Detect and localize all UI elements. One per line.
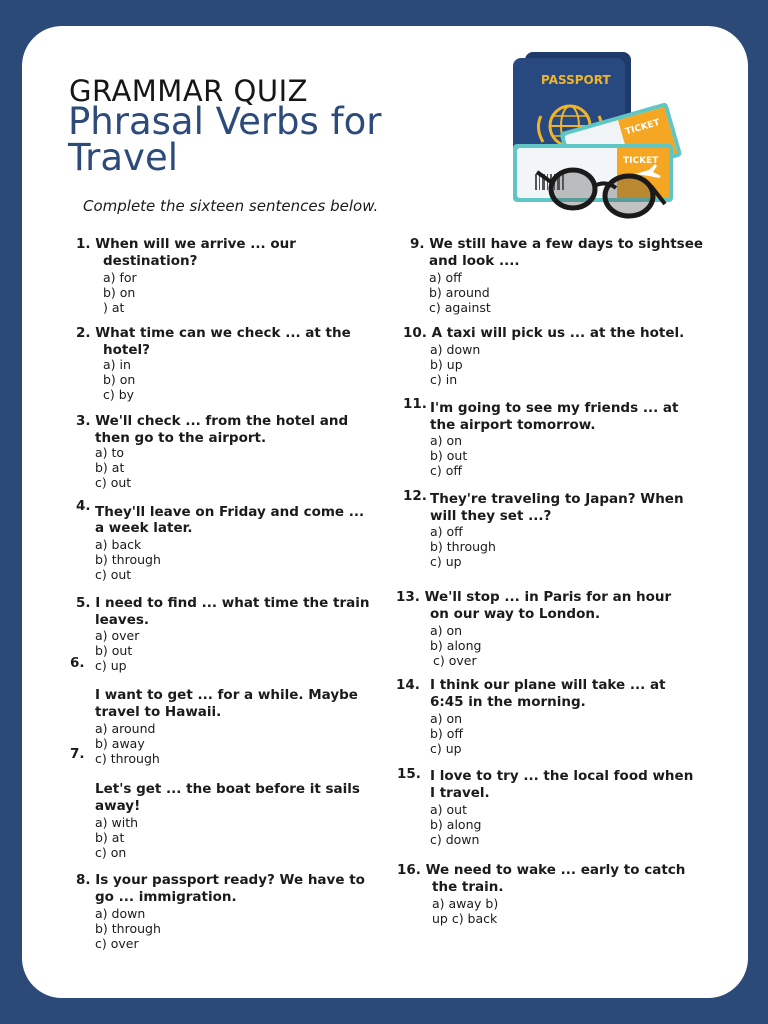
option: b) out — [95, 643, 133, 658]
option: b) away — [95, 736, 145, 751]
question-16: 16. We need to wake ... early to catch the train. — [397, 862, 686, 895]
option: c) up — [430, 741, 462, 756]
option: b) at — [95, 830, 125, 845]
question-4: 4. They'll leave on Friday and come ... a week later. — [76, 498, 365, 536]
question-15: I love to try ... the local food when I travel. — [430, 768, 694, 801]
question-2-options — [103, 357, 135, 402]
question-7: Let's get ... the boat before it sails away! — [95, 781, 360, 814]
option: b) out — [430, 448, 468, 463]
question-3-options — [95, 445, 131, 490]
option: c) up — [430, 554, 462, 569]
option: up c) back — [432, 911, 498, 926]
option: c) against — [429, 300, 491, 315]
svg-text:PASSPORT: PASSPORT — [541, 73, 611, 87]
option: b) through — [430, 539, 496, 554]
option: c) over — [95, 936, 139, 951]
option: c) by — [103, 387, 135, 402]
option: c) off — [430, 463, 462, 478]
question-6-options — [95, 721, 160, 766]
option: c) on — [95, 845, 127, 860]
question-12: They're traveling to Japan? When will they set ...? — [430, 491, 684, 524]
question-5: 5. I need to find ... what time the train leaves. — [76, 595, 370, 628]
option: b) along — [430, 638, 482, 653]
option: a) off — [430, 524, 463, 539]
question-15-number: 15. — [397, 766, 421, 782]
question-12-number: 12. — [403, 488, 427, 504]
option: ) at — [103, 300, 125, 315]
option: a) to — [95, 445, 125, 460]
travel-illustration — [505, 46, 685, 226]
question-14: I think our plane will take ... at 6:45 in the morning. — [430, 677, 666, 710]
option: a) on — [430, 623, 463, 638]
option: c) in — [430, 372, 458, 387]
svg-text:TICKET: TICKET — [624, 117, 662, 138]
question-5-options — [95, 628, 139, 673]
question-14-options — [430, 711, 463, 756]
question-14-number: 14. — [396, 677, 420, 693]
option: a) out — [430, 802, 467, 817]
question-9-options — [429, 270, 491, 315]
option: a) down — [430, 342, 481, 357]
option: b) through — [95, 552, 161, 567]
question-10: 10. A taxi will pick us ... at the hotel. — [403, 325, 685, 341]
question-1-options — [103, 270, 137, 315]
option: a) down — [95, 906, 146, 921]
question-11-number: 11. — [403, 396, 427, 412]
option: a) over — [95, 628, 140, 643]
option: a) on — [430, 433, 463, 448]
quiz-kicker: GRAMMAR QUIZ — [69, 74, 309, 108]
option: b) around — [429, 285, 490, 300]
question-12-options — [430, 524, 496, 569]
option: b) on — [103, 372, 136, 387]
option: a) back — [95, 537, 142, 552]
option: c) up — [95, 658, 127, 673]
question-3: 3. We'll check ... from the hotel and then go to the airport. — [76, 413, 349, 446]
question-11-options — [430, 433, 467, 478]
question-4-options — [95, 537, 161, 582]
option: b) off — [430, 726, 464, 741]
question-8: 8. Is your passport ready? We have to go ... immigration. — [76, 872, 365, 905]
option: a) in — [103, 357, 131, 372]
option: a) on — [430, 711, 463, 726]
question-11: I'm going to see my friends ... at the airport tomorrow. — [430, 400, 679, 433]
question-13: 13. We'll stop ... in Paris for an hour on our way to London. — [396, 589, 672, 622]
option: a) with — [95, 815, 139, 830]
option: a) for — [103, 270, 137, 285]
option: b) along — [430, 817, 482, 832]
question-1 — [76, 236, 376, 270]
option: b) through — [95, 921, 161, 936]
question-15-options — [430, 802, 481, 847]
question-7-options — [95, 815, 138, 860]
page-title: Phrasal Verbs for Travel — [68, 100, 382, 179]
instructions: Complete the sixteen sentences below. — [83, 197, 379, 215]
option: a) around — [95, 721, 156, 736]
option: b) at — [95, 460, 125, 475]
question-7-number: 7. — [70, 746, 85, 762]
question-13-options — [430, 623, 481, 668]
option: c) down — [430, 832, 480, 847]
question-1-line2: destination? — [103, 253, 198, 269]
question-6-number: 6. — [70, 655, 85, 671]
question-10-options — [430, 342, 480, 387]
option: c) out — [95, 475, 132, 490]
question-6: I want to get ... for a while. Maybe travel to Hawaii. — [95, 687, 358, 720]
question-2: 2. What time can we check ... at the hotel? — [76, 325, 351, 358]
question-1-line1: 1. When will we arrive ... our — [76, 236, 296, 252]
option: b) on — [103, 285, 136, 300]
option: a) off — [429, 270, 462, 285]
option: c) through — [95, 751, 160, 766]
question-16-options — [432, 896, 498, 926]
question-9: 9. We still have a few days to sightsee and look .... — [410, 236, 704, 269]
svg-text:TICKET: TICKET — [623, 156, 659, 166]
option: a) away b) — [432, 896, 499, 911]
option: b) up — [430, 357, 463, 372]
option: c) over — [433, 653, 477, 668]
option: c) out — [95, 567, 132, 582]
question-8-options — [95, 906, 161, 951]
